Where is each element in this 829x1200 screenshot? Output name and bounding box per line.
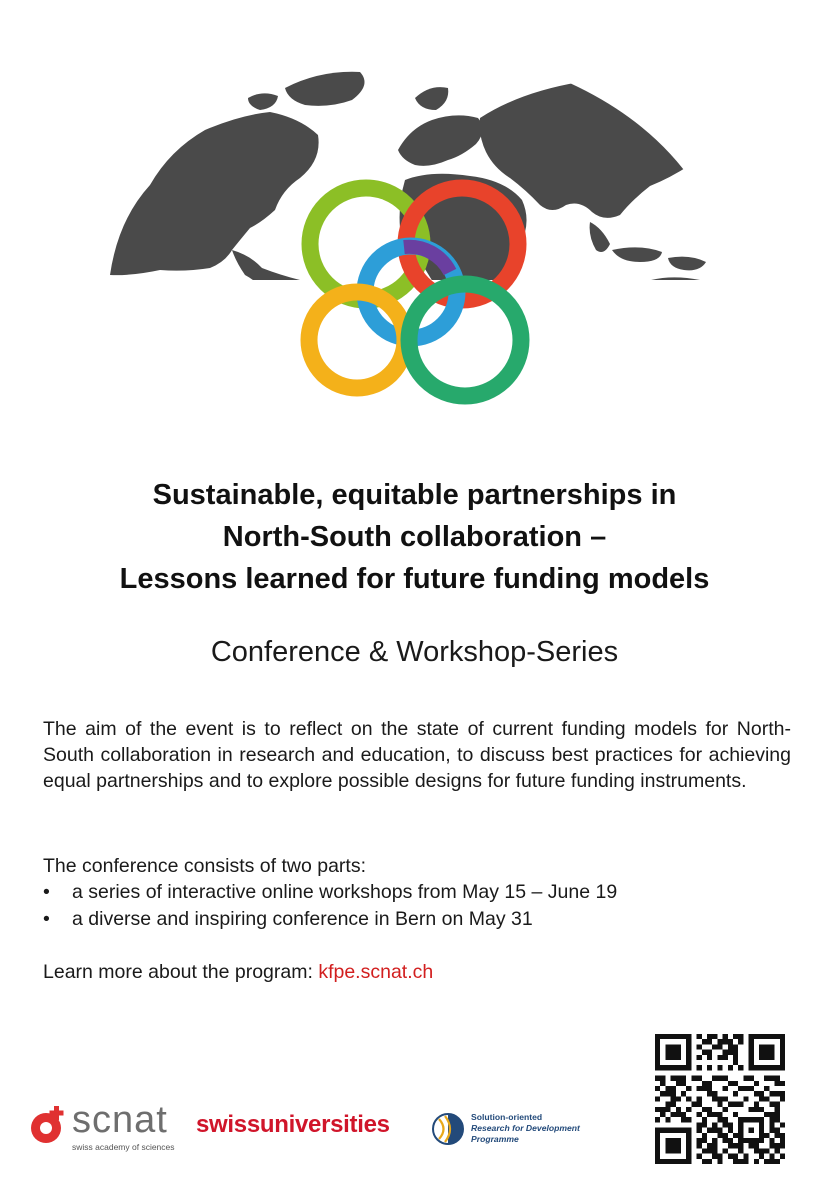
r4d-line-1: Solution-oriented <box>471 1112 543 1122</box>
learn-more-label: Learn more about the program: <box>43 961 319 983</box>
hero-image <box>0 0 829 470</box>
scnat-logo <box>28 1099 178 1156</box>
scnat-tagline: swiss academy of sciences <box>72 1142 175 1152</box>
intro-paragraph: The aim of the event is to reflect on the state of current funding models for North-South collaboration in research and education, to discuss best practices for achieving equal partnerships and to explore possible designs for future funding instruments. <box>43 718 791 792</box>
r4d-line-2: Research for Development <box>471 1123 580 1133</box>
list-item: • a series of interactive online workshops from May 15 – June 19 <box>43 879 617 906</box>
r4d-line-3: Programme <box>471 1134 519 1144</box>
swissuniversities-logo: swissuniversities <box>196 1111 390 1138</box>
learn-more <box>43 959 433 985</box>
r4d-logo <box>431 1110 611 1156</box>
title-line-2: North-South collaboration – <box>222 521 607 553</box>
title-line-3: Lessons learned for future funding models <box>119 563 710 595</box>
poster-title <box>60 474 769 600</box>
poster-subtitle: Conference & Workshop-Series <box>210 636 619 668</box>
globe-icon <box>431 1112 465 1146</box>
qr-code-icon[interactable] <box>655 1034 785 1164</box>
list-item: • a diverse and inspiring conference in Bern on May 31 <box>43 906 617 933</box>
program-link[interactable]: kfpe.scnat.ch <box>318 961 434 983</box>
scnat-wordmark: scnat <box>72 1099 168 1141</box>
world-map-rings-illustration <box>0 0 829 470</box>
parts-list <box>43 879 617 933</box>
title-line-1: Sustainable, equitable partnerships in <box>152 479 677 511</box>
scnat-emblem-icon <box>28 1104 70 1146</box>
parts-intro: The conference consists of two parts: <box>43 855 366 877</box>
